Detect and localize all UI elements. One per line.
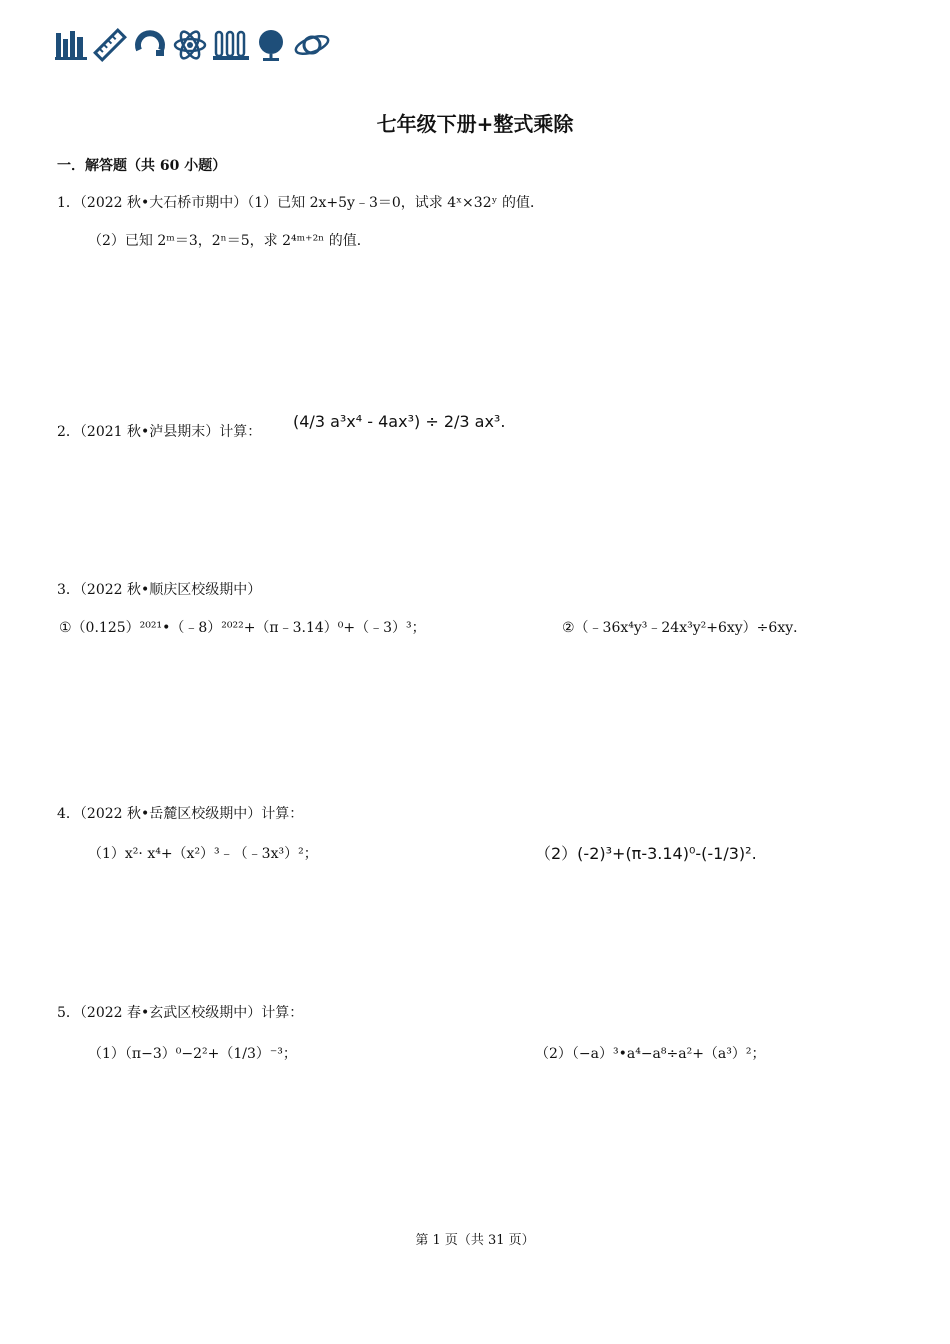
page-title: 七年级下册+整式乘除: [376, 112, 574, 136]
question-1-line-2: （2）已知 2ᵐ＝3，2ⁿ＝5，求 2⁴ᵐ⁺²ⁿ 的值．: [88, 233, 371, 249]
question-4-part-2: （2）(-2)³+(π-3.14)⁰-(-1/3)².: [535, 844, 757, 863]
test-tubes-icon: [213, 29, 249, 61]
question-4-part-1: （1）x²· x⁴+（x²）³﹣（﹣3x³）²；: [88, 846, 318, 862]
globe-icon: [255, 28, 287, 62]
books-icon: [55, 29, 87, 61]
section-heading: 一．解答题（共 60 小题）: [57, 158, 227, 174]
magnet-icon: [133, 28, 167, 62]
question-3-part-1: ①（0.125）²⁰²¹•（﹣8）²⁰²²+（π﹣3.14）⁰+（﹣3）³；: [59, 620, 426, 636]
atom-icon: [173, 28, 207, 62]
question-2-prefix: 2．（2021 秋•泸县期末）计算：: [57, 424, 262, 440]
question-2-expression: [293, 412, 505, 431]
question-3-prefix: 3．（2022 秋•顺庆区校级期中）: [57, 582, 262, 598]
page-footer: 第 1 页（共 31 页）: [415, 1233, 535, 1248]
question-5-part-2: （2）（−a）³•a⁴−a⁸÷a²+（a³）²；: [535, 1046, 766, 1062]
question-5-prefix: 5．（2022 春•玄武区校级期中）计算：: [57, 1005, 304, 1021]
question-1-line-1: 1．（2022 秋•大石桥市期中）（1）已知 2x+5y﹣3＝0，试求 4ˣ×32ʸ 的值．: [57, 195, 544, 211]
question-4-prefix: 4．（2022 秋•岳麓区校级期中）计算：: [57, 806, 304, 822]
header-icon-strip: [55, 28, 331, 62]
planet-icon: [293, 30, 331, 60]
ruler-icon: [93, 28, 127, 62]
q2-expr-text: (4/3 a³x⁴ - 4ax³) ÷ 2/3 ax³.: [293, 412, 506, 431]
question-5-part-1: （1）（π−3）⁰−2²+（1/3）⁻³；: [88, 1046, 297, 1062]
question-3-part-2: ②（﹣36x⁴y³﹣24x³y²+6xy）÷6xy．: [562, 620, 808, 636]
